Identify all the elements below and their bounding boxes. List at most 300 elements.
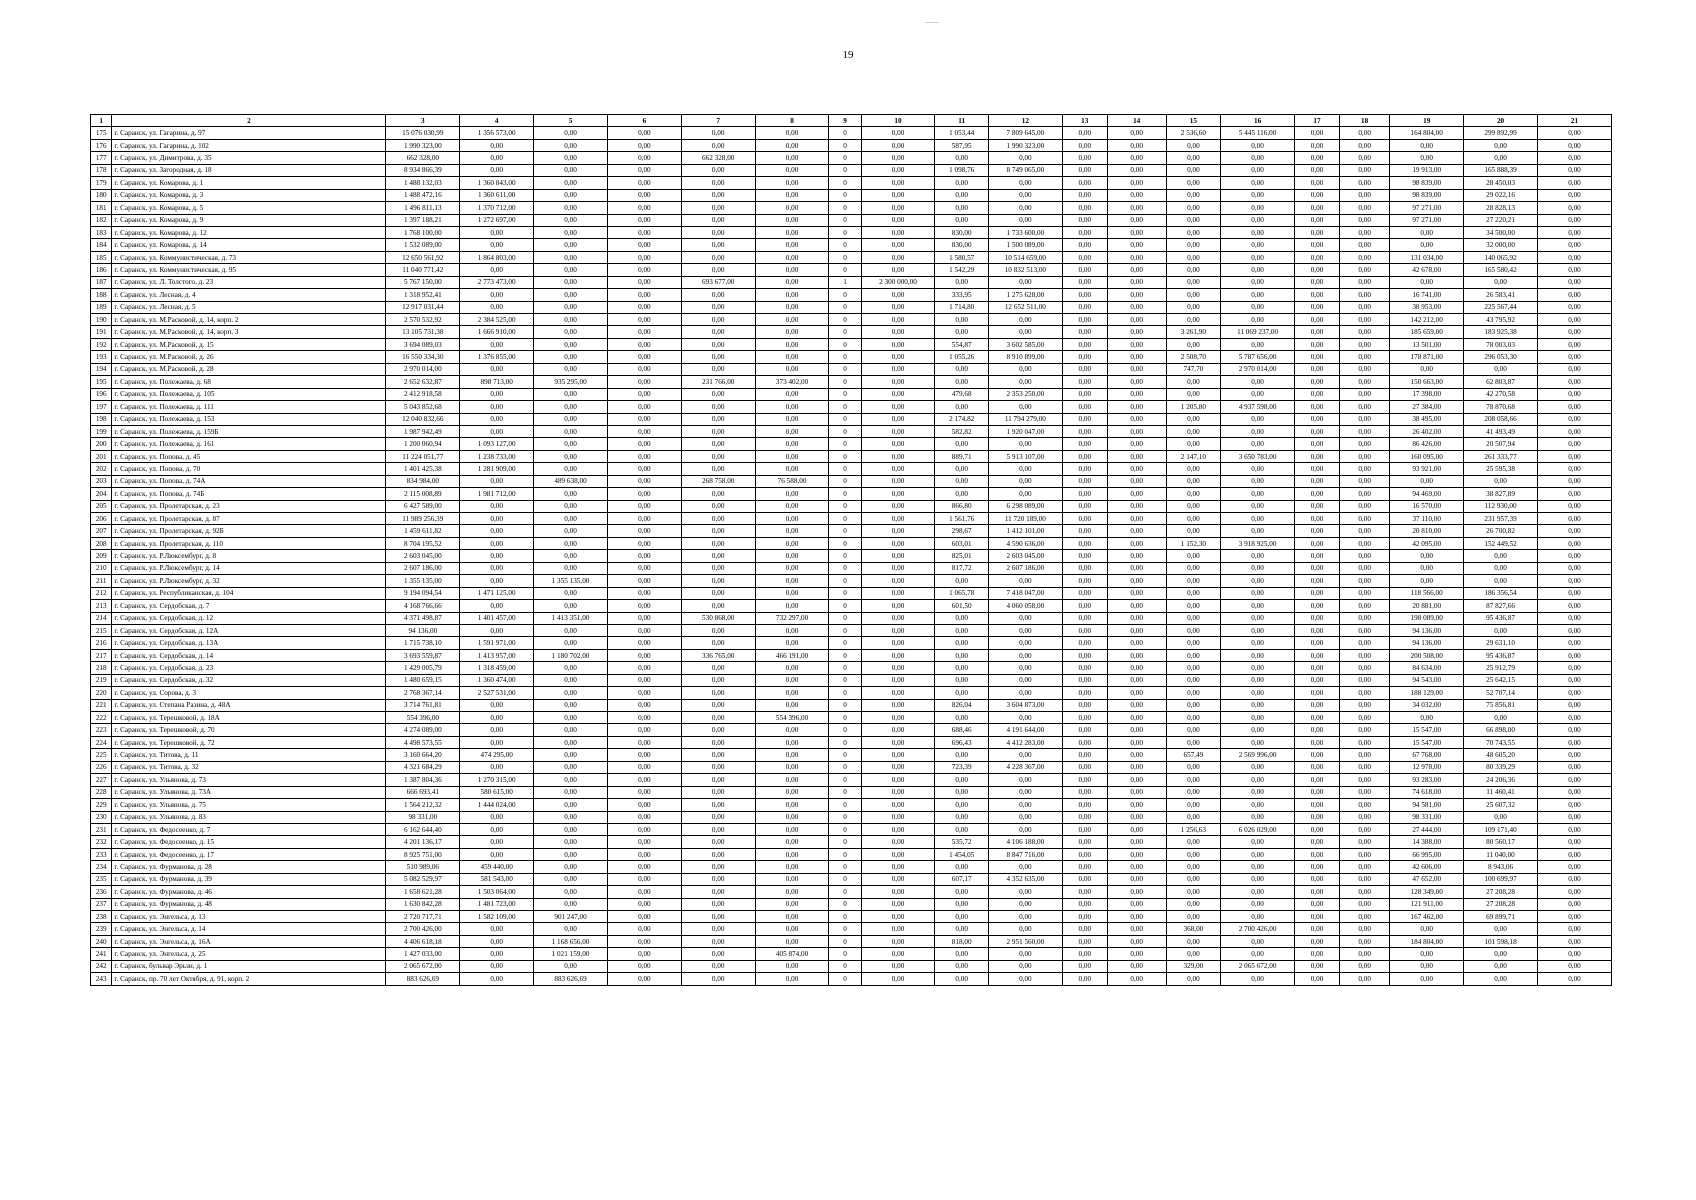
value-cell: 186 356,54	[1464, 587, 1538, 599]
value-cell: 0,00	[988, 376, 1062, 388]
row-number-cell: 223	[91, 724, 112, 736]
value-cell: 0,00	[460, 525, 534, 537]
value-cell: 0	[829, 488, 861, 500]
row-number-cell: 218	[91, 662, 112, 674]
value-cell: 1 318 952,41	[386, 289, 460, 301]
value-cell: 0,00	[1062, 923, 1107, 935]
value-cell: 0,00	[1537, 376, 1611, 388]
value-cell: 826,04	[935, 699, 989, 711]
value-cell: 0,00	[861, 662, 935, 674]
table-body	[91, 127, 1612, 985]
value-cell: 27 208,28	[1464, 898, 1538, 910]
value-cell: 0,00	[1537, 363, 1611, 375]
value-cell: 24 206,36	[1464, 774, 1538, 786]
value-cell: 0,00	[1295, 550, 1340, 562]
value-cell: 0,00	[1390, 960, 1464, 972]
value-cell: 20 810,00	[1390, 525, 1464, 537]
value-cell: 0,00	[935, 811, 989, 823]
scan-mark	[925, 22, 939, 23]
value-cell: 0,00	[1221, 202, 1295, 214]
value-cell: 0	[829, 923, 861, 935]
value-cell: 0	[829, 873, 861, 885]
table-row	[91, 687, 1612, 699]
value-cell: 0,00	[755, 836, 829, 848]
value-cell: 0,00	[861, 861, 935, 873]
row-number-cell: 233	[91, 848, 112, 860]
value-cell: 0,00	[1107, 935, 1166, 947]
address-cell: г. Саранск, ул. Полежаева, д. 111	[112, 401, 386, 413]
value-cell: 0,00	[1537, 276, 1611, 288]
value-cell: 0,00	[861, 189, 935, 201]
value-cell: 0,00	[755, 177, 829, 189]
value-cell: 0,00	[1295, 500, 1340, 512]
value-cell: 0,00	[1295, 338, 1340, 350]
value-cell: 0	[829, 761, 861, 773]
address-cell: г. Саранск, ул. Лесная, д. 4	[112, 289, 386, 301]
table-row	[91, 724, 1612, 736]
value-cell: 0,00	[1062, 761, 1107, 773]
value-cell: 0,00	[607, 562, 681, 574]
value-cell: 0,00	[1537, 774, 1611, 786]
value-cell: 0,00	[534, 537, 608, 549]
value-cell: 12 978,00	[1390, 761, 1464, 773]
value-cell: 0,00	[1390, 973, 1464, 985]
value-cell: 0,00	[1107, 401, 1166, 413]
value-cell: 0	[829, 127, 861, 139]
table-row	[91, 401, 1612, 413]
value-cell: 0,00	[755, 600, 829, 612]
value-cell: 0,00	[1062, 973, 1107, 985]
value-cell: 0,00	[1537, 139, 1611, 151]
value-cell: 0,00	[988, 886, 1062, 898]
value-cell: 830,00	[935, 226, 989, 238]
value-cell: 150 663,00	[1390, 376, 1464, 388]
value-cell: 0,00	[681, 537, 755, 549]
value-cell: 0,00	[988, 177, 1062, 189]
value-cell: 0	[829, 413, 861, 425]
address-cell: г. Саранск, ул. Терешковой, д. 72	[112, 736, 386, 748]
value-cell: 0,00	[1062, 537, 1107, 549]
value-cell: 0,00	[755, 537, 829, 549]
value-cell: 0,00	[1166, 674, 1221, 686]
value-cell: 0,00	[681, 823, 755, 835]
value-cell: 0,00	[755, 811, 829, 823]
value-cell: 0,00	[755, 264, 829, 276]
address-cell: г. Саранск, ул. Гагарина, д. 97	[112, 127, 386, 139]
value-cell: 0,00	[861, 898, 935, 910]
value-cell: 1 397 188,21	[386, 214, 460, 226]
row-number-cell: 211	[91, 575, 112, 587]
value-cell: 0	[829, 388, 861, 400]
value-cell: 0,00	[935, 923, 989, 935]
address-cell: г. Саранск, ул. Сердобская, д. 12	[112, 612, 386, 624]
row-number-cell: 240	[91, 935, 112, 947]
value-cell: 0,00	[1537, 301, 1611, 313]
value-cell: 0,00	[534, 177, 608, 189]
value-cell: 0,00	[755, 139, 829, 151]
value-cell: 0,00	[607, 911, 681, 923]
value-cell: 0,00	[935, 401, 989, 413]
value-cell: 0,00	[935, 152, 989, 164]
value-cell: 0,00	[1464, 550, 1538, 562]
value-cell: 0,00	[755, 587, 829, 599]
value-cell: 208 058,66	[1464, 413, 1538, 425]
value-cell: 0,00	[534, 425, 608, 437]
value-cell: 66 898,00	[1464, 724, 1538, 736]
value-cell: 0,00	[755, 289, 829, 301]
value-cell: 0,00	[1062, 575, 1107, 587]
value-cell: 0,00	[681, 202, 755, 214]
value-cell: 0,00	[988, 649, 1062, 661]
value-cell: 0	[829, 600, 861, 612]
value-cell: 1 256,63	[1166, 823, 1221, 835]
value-cell: 0,00	[1221, 488, 1295, 500]
value-cell: 0,00	[681, 139, 755, 151]
value-cell: 0,00	[1062, 239, 1107, 251]
value-cell: 0,00	[534, 363, 608, 375]
row-number-cell: 195	[91, 376, 112, 388]
value-cell: 0,00	[935, 363, 989, 375]
value-cell: 0,00	[755, 438, 829, 450]
value-cell: 0,00	[1295, 450, 1340, 462]
value-cell: 0,00	[1537, 226, 1611, 238]
table-row	[91, 388, 1612, 400]
value-cell: 0,00	[1166, 513, 1221, 525]
table-row	[91, 139, 1612, 151]
value-cell: 0,00	[460, 513, 534, 525]
row-number-cell: 214	[91, 612, 112, 624]
value-cell: 0,00	[681, 699, 755, 711]
address-cell: г. Саранск, ул. Ульянова, д. 73А	[112, 786, 386, 798]
value-cell: 1 733 600,00	[988, 226, 1062, 238]
value-cell: 0,00	[1166, 600, 1221, 612]
header-row	[91, 115, 1612, 127]
value-cell: 0,00	[1339, 811, 1389, 823]
value-cell: 0,00	[1062, 177, 1107, 189]
row-number-cell: 242	[91, 960, 112, 972]
value-cell: 0,00	[681, 687, 755, 699]
value-cell: 0,00	[861, 612, 935, 624]
value-cell: 0,00	[1537, 712, 1611, 724]
value-cell: 0,00	[681, 326, 755, 338]
value-cell: 1 532 089,00	[386, 239, 460, 251]
value-cell: 0,00	[681, 127, 755, 139]
value-cell: 0,00	[861, 289, 935, 301]
value-cell: 0,00	[1166, 338, 1221, 350]
value-cell: 0,00	[1537, 239, 1611, 251]
value-cell: 0,00	[607, 736, 681, 748]
value-cell: 0,00	[861, 363, 935, 375]
value-cell: 2 147,10	[1166, 450, 1221, 462]
value-cell: 95 436,87	[1464, 612, 1538, 624]
value-cell: 0,00	[1295, 848, 1340, 860]
value-cell: 0,00	[1062, 226, 1107, 238]
value-cell: 0,00	[1339, 562, 1389, 574]
value-cell: 0,00	[681, 264, 755, 276]
value-cell: 109 171,40	[1464, 823, 1538, 835]
value-cell: 0,00	[1537, 699, 1611, 711]
value-cell: 27 220,21	[1464, 214, 1538, 226]
value-cell: 0,00	[861, 550, 935, 562]
value-cell: 0,00	[534, 301, 608, 313]
value-cell: 0,00	[681, 935, 755, 947]
value-cell: 0,00	[681, 786, 755, 798]
value-cell: 0,00	[1221, 911, 1295, 923]
value-cell: 0,00	[1390, 226, 1464, 238]
value-cell: 0,00	[534, 189, 608, 201]
address-cell: г. Саранск, ул. Фурманова, д. 39	[112, 873, 386, 885]
value-cell: 0,00	[861, 301, 935, 313]
value-cell: 1 370 712,00	[460, 202, 534, 214]
value-cell: 25 607,32	[1464, 799, 1538, 811]
value-cell: 0,00	[988, 911, 1062, 923]
row-number-cell: 176	[91, 139, 112, 151]
row-number-cell: 222	[91, 712, 112, 724]
value-cell: 0,00	[1062, 351, 1107, 363]
value-cell: 0,00	[1062, 251, 1107, 263]
value-cell: 0,00	[1221, 712, 1295, 724]
value-cell: 0,00	[1221, 276, 1295, 288]
value-cell: 8 925 751,00	[386, 848, 460, 860]
value-cell: 0,00	[681, 600, 755, 612]
value-cell: 0,00	[1062, 164, 1107, 176]
value-cell: 0,00	[1295, 562, 1340, 574]
value-cell: 0,00	[1295, 736, 1340, 748]
value-cell: 0,00	[681, 401, 755, 413]
table-row	[91, 338, 1612, 350]
value-cell: 20 881,00	[1390, 600, 1464, 612]
value-cell: 530 868,00	[681, 612, 755, 624]
value-cell: 80 339,29	[1464, 761, 1538, 773]
value-cell: 0,00	[861, 761, 935, 773]
value-cell: 160 095,00	[1390, 450, 1464, 462]
value-cell: 0,00	[1339, 749, 1389, 761]
value-cell: 0,00	[1390, 948, 1464, 960]
table-row	[91, 712, 1612, 724]
value-cell: 0,00	[534, 513, 608, 525]
value-cell: 0,00	[861, 264, 935, 276]
value-cell: 0,00	[1339, 774, 1389, 786]
value-cell: 0,00	[1339, 314, 1389, 326]
row-number-cell: 190	[91, 314, 112, 326]
value-cell: 0,00	[607, 823, 681, 835]
table-row	[91, 935, 1612, 947]
value-cell: 0,00	[681, 624, 755, 636]
value-cell: 140 065,92	[1464, 251, 1538, 263]
value-cell: 0,00	[1107, 674, 1166, 686]
value-cell: 0,00	[861, 674, 935, 686]
value-cell: 0,00	[607, 189, 681, 201]
value-cell: 0,00	[607, 898, 681, 910]
value-cell: 13 105 731,38	[386, 326, 460, 338]
value-cell: 11 040 771,42	[386, 264, 460, 276]
value-cell: 0,00	[935, 861, 989, 873]
value-cell: 0,00	[1221, 525, 1295, 537]
value-cell: 0,00	[534, 637, 608, 649]
value-cell: 0,00	[935, 973, 989, 985]
value-cell: 4 590 636,00	[988, 537, 1062, 549]
value-cell: 0,00	[534, 662, 608, 674]
value-cell: 1 360 843,00	[460, 177, 534, 189]
value-cell: 15 076 030,99	[386, 127, 460, 139]
value-cell: 0,00	[1221, 164, 1295, 176]
value-cell: 2 607 186,00	[988, 562, 1062, 574]
value-cell: 0,00	[1221, 612, 1295, 624]
value-cell: 0,00	[681, 513, 755, 525]
row-number-cell: 235	[91, 873, 112, 885]
value-cell: 7 418 047,00	[988, 587, 1062, 599]
address-cell: г. Саранск, ул. Терешковой, д. 18А	[112, 712, 386, 724]
value-cell: 1 920 047,00	[988, 425, 1062, 437]
value-cell: 14 388,00	[1390, 836, 1464, 848]
value-cell: 0,00	[1390, 239, 1464, 251]
value-cell: 0,00	[1107, 463, 1166, 475]
value-cell: 178 871,00	[1390, 351, 1464, 363]
value-cell: 0,00	[681, 450, 755, 462]
value-cell: 0,00	[935, 202, 989, 214]
value-cell: 0,00	[1221, 152, 1295, 164]
table-row	[91, 177, 1612, 189]
value-cell: 0,00	[1166, 886, 1221, 898]
value-cell: 164 804,00	[1390, 127, 1464, 139]
value-cell: 0,00	[1062, 438, 1107, 450]
value-cell: 0,00	[1295, 587, 1340, 599]
value-cell: 0,00	[607, 226, 681, 238]
value-cell: 1 666 910,00	[460, 326, 534, 338]
value-cell: 0,00	[1062, 587, 1107, 599]
value-cell: 6 162 644,40	[386, 823, 460, 835]
value-cell: 0,00	[534, 550, 608, 562]
value-cell: 0,00	[1221, 687, 1295, 699]
value-cell: 0,00	[607, 475, 681, 487]
table-row	[91, 513, 1612, 525]
value-cell: 0,00	[681, 587, 755, 599]
address-cell: г. Саранск, ул. Федосеенко, д. 7	[112, 823, 386, 835]
value-cell: 817,72	[935, 562, 989, 574]
value-cell: 101 598,18	[1464, 935, 1538, 947]
value-cell: 0,00	[935, 799, 989, 811]
value-cell: 0,00	[1339, 836, 1389, 848]
value-cell: 1 200 060,94	[386, 438, 460, 450]
value-cell: 0	[829, 338, 861, 350]
value-cell: 0,00	[1166, 911, 1221, 923]
value-cell: 0,00	[1221, 189, 1295, 201]
value-cell: 0,00	[607, 674, 681, 686]
value-cell: 901 247,00	[534, 911, 608, 923]
value-cell: 0,00	[1062, 687, 1107, 699]
value-cell: 1 564 212,32	[386, 799, 460, 811]
value-cell: 0,00	[607, 724, 681, 736]
value-cell: 0,00	[1107, 376, 1166, 388]
value-cell: 0,00	[681, 836, 755, 848]
column-header: 9	[829, 115, 861, 127]
value-cell: 0,00	[755, 488, 829, 500]
value-cell: 0,00	[1221, 786, 1295, 798]
value-cell: 0,00	[935, 774, 989, 786]
page-number: 19	[842, 49, 854, 61]
address-cell: г. Саранск, ул. Фурманова, д. 28	[112, 861, 386, 873]
value-cell: 0,00	[607, 712, 681, 724]
value-cell: 0	[829, 438, 861, 450]
value-cell: 0	[829, 425, 861, 437]
value-cell: 0,00	[1537, 537, 1611, 549]
value-cell: 1 355 135,00	[534, 575, 608, 587]
value-cell: 0,00	[861, 450, 935, 462]
value-cell: 0,00	[460, 575, 534, 587]
value-cell: 935 295,00	[534, 376, 608, 388]
value-cell: 0,00	[1107, 600, 1166, 612]
value-cell: 0,00	[988, 438, 1062, 450]
value-cell: 3 160 664,20	[386, 749, 460, 761]
value-cell: 0	[829, 724, 861, 736]
table-row	[91, 537, 1612, 549]
table-row	[91, 699, 1612, 711]
value-cell: 0,00	[1166, 649, 1221, 661]
value-cell: 11 224 051,77	[386, 450, 460, 462]
value-cell: 11 460,41	[1464, 786, 1538, 798]
value-cell: 6 427 589,00	[386, 500, 460, 512]
value-cell: 0,00	[1295, 314, 1340, 326]
value-cell: 0,00	[1339, 637, 1389, 649]
value-cell: 0,00	[1107, 736, 1166, 748]
value-cell: 662 328,00	[681, 152, 755, 164]
value-cell: 581 543,00	[460, 873, 534, 885]
value-cell: 0,00	[861, 500, 935, 512]
value-cell: 2 970 014,00	[386, 363, 460, 375]
value-cell: 0,00	[861, 687, 935, 699]
value-cell: 0,00	[988, 712, 1062, 724]
value-cell: 0,00	[988, 363, 1062, 375]
value-cell: 97 271,00	[1390, 202, 1464, 214]
address-cell: г. Саранск, ул. Лесная, д. 5	[112, 301, 386, 313]
value-cell: 0,00	[988, 786, 1062, 798]
value-cell: 0,00	[1464, 811, 1538, 823]
value-cell: 62 803,87	[1464, 376, 1538, 388]
value-cell: 0,00	[1166, 575, 1221, 587]
table-row	[91, 662, 1612, 674]
value-cell: 0,00	[534, 351, 608, 363]
value-cell: 0,00	[1062, 338, 1107, 350]
value-cell: 0,00	[1339, 401, 1389, 413]
value-cell: 2 700 426,00	[386, 923, 460, 935]
value-cell: 0,00	[1062, 525, 1107, 537]
value-cell: 0,00	[1107, 177, 1166, 189]
value-cell: 2 527 531,00	[460, 687, 534, 699]
value-cell: 0,00	[1221, 139, 1295, 151]
value-cell: 0,00	[861, 848, 935, 860]
value-cell: 0,00	[935, 314, 989, 326]
value-cell: 66 995,00	[1390, 848, 1464, 860]
value-cell: 0,00	[1537, 724, 1611, 736]
value-cell: 0,00	[460, 761, 534, 773]
value-cell: 0,00	[988, 202, 1062, 214]
value-cell: 0,00	[1062, 363, 1107, 375]
value-cell: 0,00	[755, 687, 829, 699]
value-cell: 100 699,97	[1464, 873, 1538, 885]
value-cell: 0	[829, 513, 861, 525]
value-cell: 0	[829, 177, 861, 189]
value-cell: 0,00	[861, 575, 935, 587]
value-cell: 0,00	[1537, 861, 1611, 873]
value-cell: 0,00	[1537, 761, 1611, 773]
row-number-cell: 236	[91, 886, 112, 898]
value-cell: 0,00	[607, 749, 681, 761]
value-cell: 0,00	[1107, 749, 1166, 761]
value-cell: 0,00	[607, 276, 681, 288]
value-cell: 0,00	[861, 239, 935, 251]
value-cell: 0,00	[1339, 861, 1389, 873]
value-cell: 0,00	[1339, 152, 1389, 164]
